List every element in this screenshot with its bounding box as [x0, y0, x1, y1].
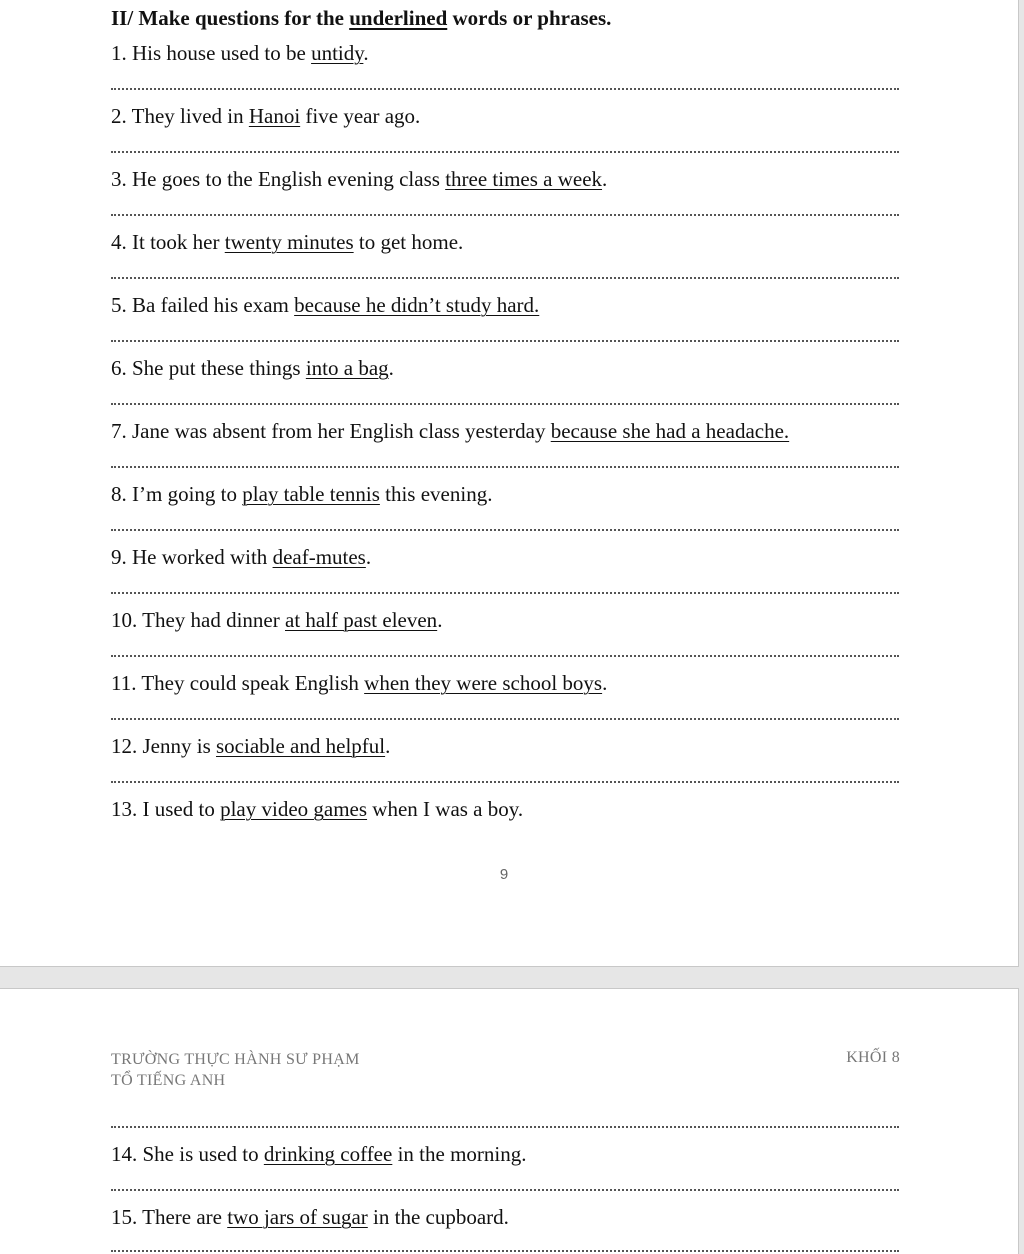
underlined-phrase: deaf-mutes: [272, 545, 366, 569]
question-14: 14. She is used to drinking coffee in the morning.: [111, 1142, 527, 1166]
page-header-left: [111, 1049, 360, 1091]
answer-line-4: [111, 277, 899, 279]
school-name: TRƯỜNG THỰC HÀNH SƯ PHẠM: [111, 1051, 360, 1068]
page-number: 9: [499, 866, 509, 883]
underlined-phrase: untidy: [311, 41, 364, 65]
question-2: 2. They lived in Hanoi five year ago.: [111, 104, 421, 128]
question-15: 15. There are two jars of sugar in the cupboard.: [111, 1205, 509, 1229]
answer-line-1: [111, 88, 899, 90]
underlined-phrase: Hanoi: [248, 104, 301, 128]
underlined-phrase: three times a week: [445, 167, 603, 191]
department-name: TỔ TIẾNG ANH: [111, 1072, 226, 1089]
question-13: 13. I used to play video games when I was a boy.: [111, 797, 524, 821]
question-9: 9. He worked with deaf-mutes.: [111, 545, 372, 569]
underlined-phrase: because she had a headache.: [550, 419, 790, 443]
document-page-10: [0, 988, 1019, 1254]
answer-line-5: [111, 340, 899, 342]
section-heading: II/ Make questions for the underlined words or phrases.: [111, 6, 612, 30]
question-5: 5. Ba failed his exam because he didn’t study hard.: [111, 293, 540, 317]
underlined-phrase: play table tennis: [242, 482, 380, 506]
answer-line-14: [111, 1189, 899, 1191]
answer-line-8: [111, 529, 899, 531]
question-12: 12. Jenny is sociable and helpful.: [111, 734, 391, 758]
answer-line-9: [111, 592, 899, 594]
answer-line-12: [111, 781, 899, 783]
underlined-phrase: drinking coffee: [263, 1142, 393, 1166]
answer-line-11: [111, 718, 899, 720]
underlined-phrase: because he didn’t study hard.: [294, 293, 540, 317]
question-10: 10. They had dinner at half past eleven.: [111, 608, 443, 632]
underlined-phrase: when they were school boys: [364, 671, 603, 695]
underlined-phrase: sociable and helpful: [216, 734, 386, 758]
question-6: 6. She put these things into a bag.: [111, 356, 394, 380]
answer-line-2: [111, 151, 899, 153]
underlined-phrase: play video games: [220, 797, 368, 821]
question-7: 7. Jane was absent from her English class yesterday because she had a headache.: [111, 419, 790, 443]
question-3: 3. He goes to the English evening class three times a week.: [111, 167, 608, 191]
question-8: 8. I’m going to play table tennis this evening.: [111, 482, 493, 506]
answer-line-10: [111, 655, 899, 657]
answer-line-15: [111, 1250, 899, 1252]
underlined-phrase: twenty minutes: [224, 230, 354, 254]
answer-line-7: [111, 466, 899, 468]
answer-line-6: [111, 403, 899, 405]
answer-line-13: [111, 1126, 899, 1128]
question-11: 11. They could speak English when they were school boys.: [111, 671, 608, 695]
heading-underlined-word: underlined: [349, 6, 448, 30]
answer-line-3: [111, 214, 899, 216]
underlined-phrase: into a bag: [305, 356, 389, 380]
underlined-phrase: at half past eleven: [285, 608, 438, 632]
underlined-phrase: two jars of sugar: [227, 1205, 368, 1229]
question-1: 1. His house used to be untidy.: [111, 41, 369, 65]
question-4: 4. It took her twenty minutes to get home.: [111, 230, 464, 254]
grade-label: KHỐI 8: [846, 1049, 900, 1066]
